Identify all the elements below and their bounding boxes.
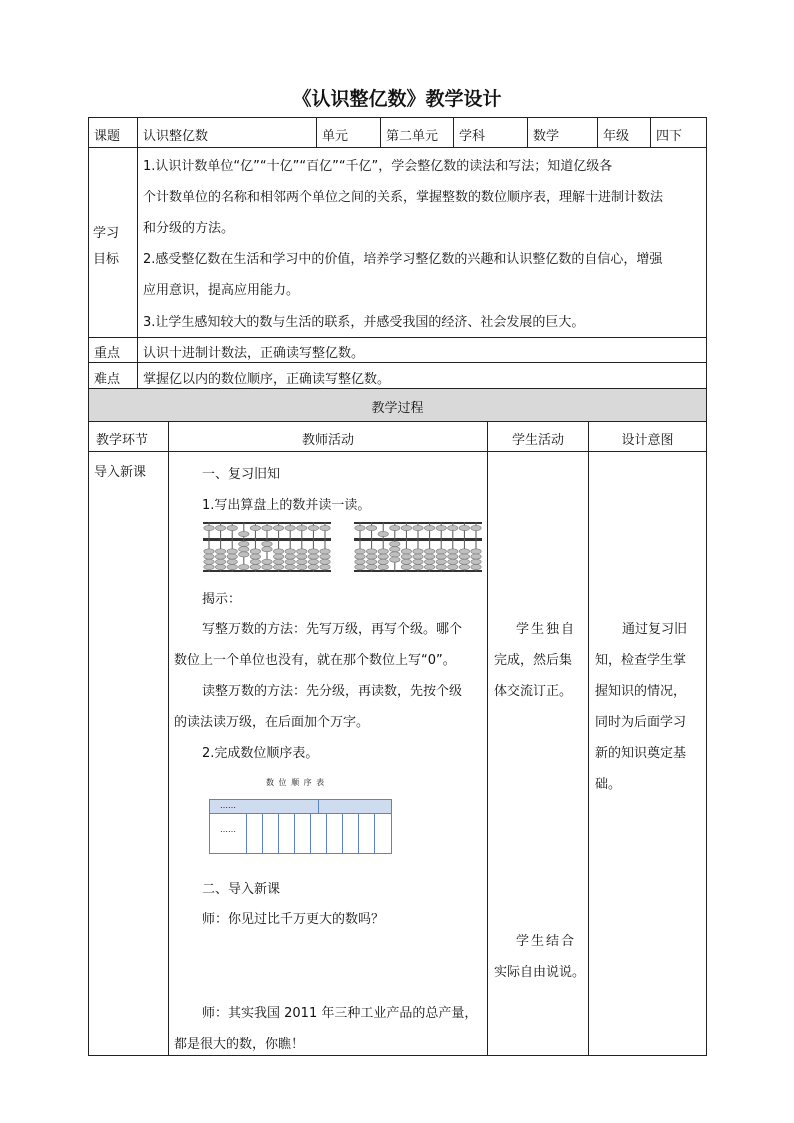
abacus-bead <box>378 549 388 554</box>
abacus-bead <box>250 554 260 559</box>
abacus-bead <box>204 559 214 564</box>
abacus-bead <box>366 559 376 564</box>
abacus-bead <box>320 525 330 530</box>
table-column-divider <box>310 813 311 854</box>
abacus-bead <box>227 564 237 569</box>
abacus-bead <box>378 531 388 536</box>
abacus-bead <box>471 554 481 559</box>
abacus-bead <box>320 549 330 554</box>
abacus-bead <box>436 525 446 530</box>
abacus-bead <box>273 564 283 569</box>
abacus-bead <box>390 552 400 557</box>
abacus-bead <box>413 564 423 569</box>
abacus-bead <box>285 564 295 569</box>
course-label: 学科 <box>459 129 486 144</box>
table-column-divider <box>294 813 295 854</box>
abacus-bead <box>424 554 434 559</box>
abacus-bead <box>308 564 318 569</box>
intro-heading: 二、导入新课 <box>202 882 281 897</box>
objective-line: 应用意识，提高应用能力。 <box>143 283 300 298</box>
abacus-bead <box>436 564 446 569</box>
abacus-bead <box>436 554 446 559</box>
abacus-bead <box>273 559 283 564</box>
read-method: 的读法读万级，在后面加个万字。 <box>174 715 370 730</box>
key-point-text: 认识十进制计数法，正确读写整亿数。 <box>143 346 365 361</box>
abacus-bead <box>320 559 330 564</box>
difficulty-text: 掌握亿以内的数位顺序，正确读写整亿数。 <box>143 372 391 387</box>
abacus-bead <box>459 564 469 569</box>
abacus-bead <box>366 525 376 530</box>
objective-line: 和分级的方法。 <box>143 221 235 236</box>
objective-line: 3.让学生感知较大的数与生活的联系，并感受我国的经济、社会发展的巨大。 <box>143 315 585 330</box>
student-activity-line: 学生结合 <box>516 934 577 949</box>
abacus-bead <box>297 564 307 569</box>
abacus-bead <box>308 554 318 559</box>
task-2: 2.完成数位顺序表。 <box>202 746 319 761</box>
abacus-bead <box>239 547 249 552</box>
abacus-bead <box>366 549 376 554</box>
abacus-bead <box>262 564 272 569</box>
write-method: 数位上一个单位也没有，就在那个数位上写“0”。 <box>174 653 456 668</box>
abacus-bead <box>297 554 307 559</box>
teacher-question: 师：你见过比千万更大的数吗？ <box>202 912 385 927</box>
abacus-bead <box>273 525 283 530</box>
subject-value: 认识整亿数 <box>143 129 209 144</box>
read-method: 读整万数的方法：先分级，再读数，先按个级 <box>202 684 463 699</box>
table-dots: …… <box>220 801 236 810</box>
abacus-bead <box>401 525 411 530</box>
student-activity-line: 实际自由说说。 <box>494 965 586 980</box>
abacus-bead <box>413 525 423 530</box>
abacus-bead <box>250 549 260 554</box>
table-column-divider <box>262 813 263 854</box>
abacus-bead <box>390 547 400 552</box>
abacus-bead <box>448 564 458 569</box>
course-value: 数学 <box>533 129 560 144</box>
unit-label: 单元 <box>322 129 349 144</box>
abacus-bead <box>204 525 214 530</box>
objective-line: 个计数单位的名称和相邻两个单位之间的关系，掌握整数的数位顺序表，理解十进制计数法 <box>143 190 664 205</box>
abacus-bead <box>366 564 376 569</box>
hint-label: 揭示： <box>202 592 242 607</box>
subject-label: 课题 <box>94 129 121 144</box>
abacus-bead <box>250 525 260 530</box>
abacus-bead <box>436 559 446 564</box>
abacus-bead <box>239 564 249 569</box>
intent-line: 新的知识奠定基 <box>595 746 687 761</box>
abacus-bead <box>285 525 295 530</box>
abacus-bead <box>390 541 400 546</box>
abacus-bead <box>401 564 411 569</box>
abacus-bead <box>436 549 446 554</box>
process-header: 教学过程 <box>371 401 424 416</box>
abacus-bead <box>355 554 365 559</box>
abacus-bead <box>204 554 214 559</box>
place-value-table <box>209 799 392 854</box>
unit-value: 第二单元 <box>386 129 439 144</box>
abacus-bead <box>448 559 458 564</box>
abacus-bead <box>239 552 249 557</box>
abacus-bead <box>262 525 272 530</box>
abacus-bead <box>401 559 411 564</box>
abacus-bead <box>424 564 434 569</box>
abacus-bead <box>471 549 481 554</box>
abacus-bead <box>227 525 237 530</box>
objective-line: 2.感受整亿数在生活和学习中的价值，培养学习整亿数的兴趣和认识整亿数的自信心，增强 <box>143 252 663 267</box>
review-heading: 一、复习旧知 <box>202 467 281 482</box>
abacus-bead <box>355 564 365 569</box>
abacus-bead <box>448 549 458 554</box>
table-column-divider <box>246 813 247 854</box>
table-column-divider <box>278 813 279 854</box>
abacus-bead <box>355 559 365 564</box>
abacus-bead <box>448 525 458 530</box>
student-activity-line: 完成，然后集 <box>494 653 573 668</box>
abacus-bead <box>390 525 400 530</box>
abacus-bead <box>215 549 225 554</box>
abacus-bead <box>285 549 295 554</box>
abacus-bead <box>401 549 411 554</box>
student-activity-line: 体交流订正。 <box>494 684 573 699</box>
grade-value: 四下 <box>656 129 683 144</box>
abacus-bead <box>413 559 423 564</box>
intent-line: 通过复习旧 <box>622 622 688 637</box>
abacus-bead <box>448 554 458 559</box>
abacus-bead <box>239 541 249 546</box>
grade-label: 年级 <box>603 129 630 144</box>
abacus-bead <box>215 564 225 569</box>
abacus-bead <box>239 531 249 536</box>
abacus-bead <box>227 559 237 564</box>
abacus-bead <box>459 549 469 554</box>
abacus-bead <box>378 564 388 569</box>
abacus-bead <box>297 525 307 530</box>
abacus-bead <box>459 554 469 559</box>
abacus-bead <box>390 557 400 562</box>
abacus-bead <box>401 554 411 559</box>
table-column-divider <box>342 813 343 854</box>
abacus-bead <box>262 541 272 546</box>
abacus-bead <box>471 525 481 530</box>
place-value-table-caption: 数 位 顺 序 表 <box>266 778 326 787</box>
abacus-bead <box>378 554 388 559</box>
table-column-divider <box>374 813 375 854</box>
intent-line: 同时为后面学习 <box>595 715 687 730</box>
table-column-divider <box>326 813 327 854</box>
abacus-image <box>203 522 331 572</box>
intent-line: 础。 <box>595 777 622 792</box>
table-header-divider <box>318 800 319 813</box>
objectives-label-2: 目标 <box>93 252 120 267</box>
abacus-bead <box>227 554 237 559</box>
col-stage: 教学环节 <box>96 433 149 448</box>
teacher-statement: 师：其实我国 2011 年三种工业产品的总产量， <box>202 1006 478 1021</box>
abacus-bead <box>227 549 237 554</box>
abacus-image <box>354 522 482 572</box>
write-method: 写整万数的方法：先写万级，再写个级。哪个 <box>202 622 463 637</box>
abacus-bead <box>424 525 434 530</box>
abacus-bead <box>215 559 225 564</box>
abacus-bead <box>204 549 214 554</box>
student-activity-line: 学生独自 <box>516 622 577 637</box>
abacus-bead <box>355 549 365 554</box>
abacus-bead <box>250 564 260 569</box>
col-intent: 设计意图 <box>621 433 674 448</box>
col-teacher: 教师活动 <box>301 433 354 448</box>
abacus-bead <box>459 559 469 564</box>
abacus-bead <box>413 554 423 559</box>
abacus-bead <box>215 525 225 530</box>
abacus-bead <box>308 525 318 530</box>
abacus-bead <box>262 547 272 552</box>
intent-line: 握知识的情况， <box>595 684 687 699</box>
abacus-bead <box>308 559 318 564</box>
abacus-bead <box>366 554 376 559</box>
abacus-bead <box>424 549 434 554</box>
document-title: 《认识整亿数》教学设计 <box>292 88 502 110</box>
task-1: 1.写出算盘上的数并读一读。 <box>202 498 371 513</box>
abacus-bead <box>320 554 330 559</box>
col-student: 学生活动 <box>511 433 564 448</box>
abacus-bead <box>355 525 365 530</box>
objective-line: 1.认识计数单位“亿”“十亿”“百亿”“千亿”，学会整亿数的读法和写法；知道亿级各 <box>143 159 613 174</box>
abacus-bead <box>378 559 388 564</box>
abacus-bead <box>262 559 272 564</box>
abacus-bead <box>424 559 434 564</box>
abacus-bead <box>297 559 307 564</box>
abacus-bead <box>471 564 481 569</box>
abacus-bead <box>285 559 295 564</box>
objectives-label-1: 学习 <box>93 226 120 241</box>
abacus-bead <box>297 549 307 554</box>
table-dots: …… <box>220 825 236 834</box>
stage-name: 导入新课 <box>94 465 147 480</box>
abacus-bead <box>250 559 260 564</box>
abacus-bead <box>215 554 225 559</box>
abacus-bead <box>459 525 469 530</box>
difficulty-label: 难点 <box>94 372 121 387</box>
abacus-bead <box>204 564 214 569</box>
teacher-statement: 都是很大的数，你瞧！ <box>174 1037 305 1052</box>
abacus-bead <box>273 549 283 554</box>
intent-line: 知，检查学生掌 <box>595 653 687 668</box>
key-point-label: 重点 <box>94 346 121 361</box>
abacus-bead <box>308 549 318 554</box>
abacus-bead <box>471 559 481 564</box>
abacus-bead <box>285 554 295 559</box>
abacus-bead <box>320 564 330 569</box>
table-column-divider <box>358 813 359 854</box>
abacus-bead <box>413 549 423 554</box>
abacus-bead <box>273 554 283 559</box>
